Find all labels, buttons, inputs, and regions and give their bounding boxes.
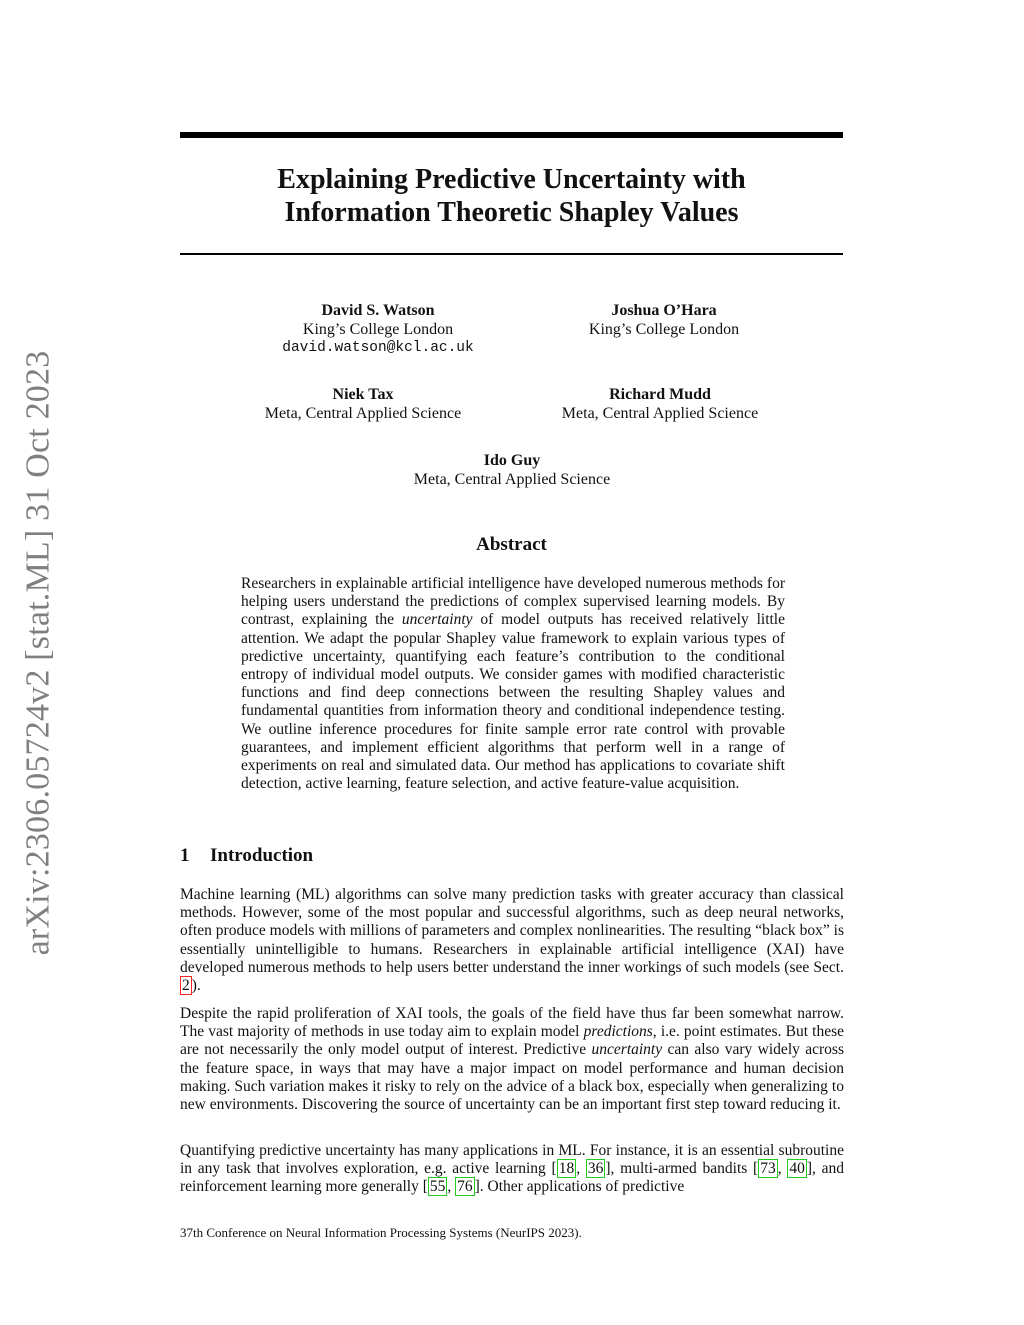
author-name: Ido Guy	[483, 452, 541, 469]
author-block-watson	[258, 301, 498, 358]
intro-p1-end: ).	[191, 977, 201, 995]
author-block-tax	[243, 385, 483, 423]
intro-paragraph-2	[180, 1005, 844, 1114]
author-affiliation: Meta, Central Applied Science	[264, 405, 462, 422]
author-affiliation: King’s College London	[588, 321, 740, 338]
citation-link[interactable]: 18	[558, 1160, 575, 1178]
citation-link[interactable]: 36	[587, 1160, 604, 1178]
intro-p2-emphasis-1: predictions	[583, 1023, 653, 1041]
intro-p2-emphasis-2: uncertainty	[591, 1041, 663, 1059]
title-top-rule	[180, 132, 843, 138]
author-name: Richard Mudd	[609, 386, 711, 403]
citation-link[interactable]: 73	[760, 1160, 776, 1178]
abstract-heading: Abstract	[476, 534, 547, 555]
author-name: Niek Tax	[332, 386, 394, 403]
intro-p2-text-2: , i.e. point estimates. But these are not necessarily the only model output of interest. Predictive	[180, 1023, 845, 1059]
citation-link[interactable]: 55	[429, 1178, 446, 1196]
arxiv-identifier-text: arXiv:2306.05724v2 [stat.ML] 31 Oct 2023	[19, 350, 56, 956]
abstract-text-1: Researchers in explainable artificial intelligence have developed numerous methods for helping users understand the predictions of complex supervised learning models. By contrast, explaining the	[241, 575, 785, 629]
intro-p3-text-3: ], and reinforcement learning more generally [	[180, 1160, 845, 1196]
conference-footer: 37th Conference on Neural Information Processing Systems (NeurIPS 2023).	[180, 1225, 582, 1240]
author-name: David S. Watson	[321, 302, 435, 319]
abstract-emphasis: uncertainty	[401, 611, 473, 629]
paper-title	[180, 163, 843, 229]
abstract-body	[241, 575, 785, 793]
citation-link[interactable]: 76	[457, 1178, 473, 1196]
section-number: 1	[180, 845, 190, 866]
abstract-text-2: of model outputs has received relatively little attention. We adapt the popular Shapley value framework to explain various types of predictive uncertainty, quantifying each feature’s contribution to the conditional entropy of individual model outputs. We consider games with modified characteristic functions and find deep connections between the resulting Shapley values and fundamental quantities from information theory and conditional independence testing. We outline inference procedures for finite sample error rate control with provable guarantees, and implement efficient algorithms that perform well in a range of experiments on real and simulated data. Our method has applications to covariate shift detection, active learning, feature selection, and active feature-value acquisition.	[241, 611, 785, 793]
intro-p3-text-2: ], multi-armed bandits [	[605, 1160, 759, 1178]
title-line-1: Explaining Predictive Uncertainty with	[277, 164, 746, 195]
intro-p1-text: Machine learning (ML) algorithms can solve many prediction tasks with greater accuracy than classical methods. However, some of the most popular and successful algorithms, such as deep neural networks, often produce models with millions of parameters and complex nonlinearities. The resulting “black box” is essentially unintelligible to humans. Researchers in explainable artificial intelligence (XAI) have developed numerous methods to help users better understand the inner workings of such models (see Sect.	[180, 886, 844, 976]
author-affiliation: King’s College London	[302, 321, 454, 338]
intro-paragraph-1	[180, 886, 844, 995]
section-ref-link[interactable]: 2	[182, 977, 190, 995]
intro-p2-text-3: can also vary widely across the feature space, in ways that may have a major impact on model performance and human decision making. Such variation makes it risky to rely on the advice of a black box, especially when generalizing to new environments. Discovering the source of uncertainty can be an important first step toward reducing it.	[180, 1041, 844, 1114]
intro-p3-text-1: Quantifying predictive uncertainty has many applications in ML. For instance, it is an essential subroutine in any task that involves exploration, e.g. active learning [	[180, 1142, 844, 1178]
section-title: Introduction	[210, 845, 314, 866]
author-block-mudd	[540, 385, 780, 423]
author-affiliation: Meta, Central Applied Science	[561, 405, 759, 422]
intro-paragraph-3: Quantifying predictive uncertainty has many applications in ML. For instance, it is an essential subroutine in any task that involves exploration, e.g. active learning [ 18 , 36 ], multi-armed bandits [ 73 , 40 ], and reinforcement learning more generally [ 55 , 76 ]. Other applications of predictive	[180, 1142, 845, 1196]
intro-p2-text-1: Despite the rapid proliferation of XAI tools, the goals of the field have thus far been somewhat narrow. The vast majority of methods in use today aim to explain model	[180, 1005, 844, 1041]
author-email[interactable]: david.watson@kcl.ac.uk	[282, 340, 474, 356]
citation-link[interactable]: 40	[789, 1160, 805, 1178]
title-bottom-rule	[180, 253, 843, 255]
intro-p3-text-4: ]. Other applications of predictive	[474, 1178, 685, 1196]
section-heading-introduction	[180, 845, 843, 867]
author-block-ohara	[544, 301, 784, 339]
author-name: Joshua O’Hara	[611, 302, 717, 319]
title-line-2: Information Theoretic Shapley Values	[284, 197, 739, 228]
arxiv-identifier	[17, 348, 59, 958]
author-block-guy	[392, 451, 632, 489]
author-affiliation: Meta, Central Applied Science	[413, 471, 611, 488]
